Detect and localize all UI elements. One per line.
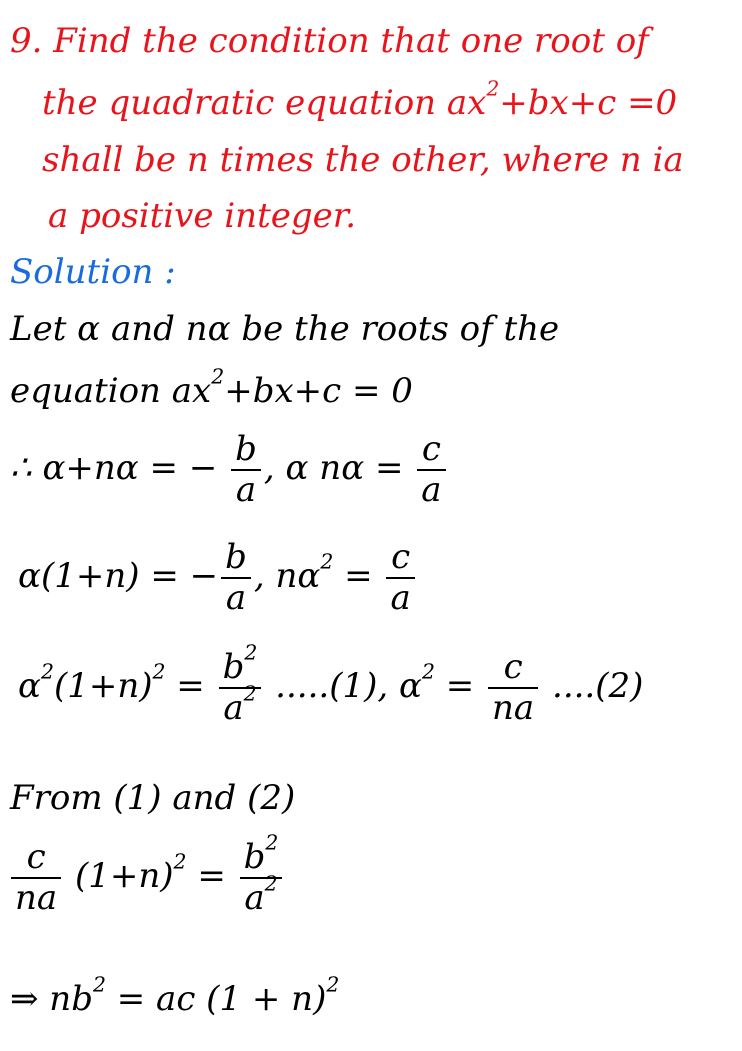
problem-line-4: a positive integer. <box>48 196 357 236</box>
fraction-numerator: $b^2$ <box>240 838 283 879</box>
fraction-numerator: c <box>488 648 538 689</box>
fraction-denominator: a <box>235 470 257 511</box>
step-4-fraction-2 <box>386 538 414 618</box>
fraction-numerator: b <box>221 538 251 579</box>
step-5 <box>18 640 644 729</box>
step-7-mid: $(1+n)^2$ = <box>64 849 226 897</box>
step-5-fraction-1 <box>219 640 262 729</box>
step-2-post: +bx+c = 0 <box>224 371 413 411</box>
fraction-numerator: c <box>386 538 414 579</box>
step-4-fraction-1 <box>221 538 251 618</box>
step-2-exp: 2 <box>211 364 225 389</box>
step-5-fraction-2 <box>488 648 538 728</box>
step-7-fraction-1 <box>11 838 61 918</box>
step-5-eq: = <box>165 666 205 707</box>
problem-line-3: shall be n times the other, where n ia <box>42 140 684 180</box>
fraction-numerator: c <box>11 838 61 879</box>
step-8: ⇒ $nb^2$ = ac $(1 + n)^2$ <box>10 972 340 1019</box>
fraction-numerator: c <box>417 430 445 471</box>
step-4-lhs: α(1+n) = − <box>18 556 219 597</box>
solution-label: Solution : <box>10 252 176 292</box>
step-7 <box>8 830 285 919</box>
step-5-paren: $(1+n)^2$ <box>53 659 166 707</box>
fraction-numerator: b <box>231 430 261 471</box>
step-3-fraction-1 <box>231 430 261 510</box>
step-2-pre: equation ax <box>10 371 212 411</box>
problem-line-1: 9. Find the condition that one root of <box>10 21 649 61</box>
step-3-mid: , α nα = <box>263 448 404 489</box>
step-5-alpha: $\alpha^2$ <box>18 659 54 707</box>
step-5-mid: .....(1), $\alpha^2$ = <box>264 659 475 707</box>
step-5-tail: ....(2) <box>541 666 644 707</box>
step-7-fraction-2 <box>240 830 283 919</box>
step-3 <box>10 430 449 510</box>
fraction-denominator: na <box>492 688 535 729</box>
fraction-denominator: a <box>390 578 411 619</box>
fraction-denominator: a <box>225 578 247 619</box>
step-4 <box>18 538 418 618</box>
problem-line-2 <box>42 76 678 123</box>
step-4-mid: , $n\alpha^2$ = <box>253 549 373 597</box>
problem-line-2-post: +bx+c =0 <box>499 83 678 123</box>
step-3-fraction-2 <box>417 430 445 510</box>
fraction-denominator: na <box>15 878 58 919</box>
step-1: Let α and nα be the roots of the <box>10 309 560 349</box>
fraction-denominator: $a^2$ <box>223 681 257 729</box>
problem-line-2-pre: the quadratic equation ax <box>42 83 487 123</box>
problem-line-2-exp: 2 <box>486 76 500 101</box>
fraction-denominator: a <box>421 470 442 511</box>
step-2 <box>10 364 413 411</box>
fraction-numerator: $b^2$ <box>219 648 262 689</box>
step-3-lhs: ∴ α+nα = − <box>10 448 218 489</box>
fraction-denominator: $a^2$ <box>244 871 278 919</box>
step-6: From (1) and (2) <box>10 778 296 818</box>
